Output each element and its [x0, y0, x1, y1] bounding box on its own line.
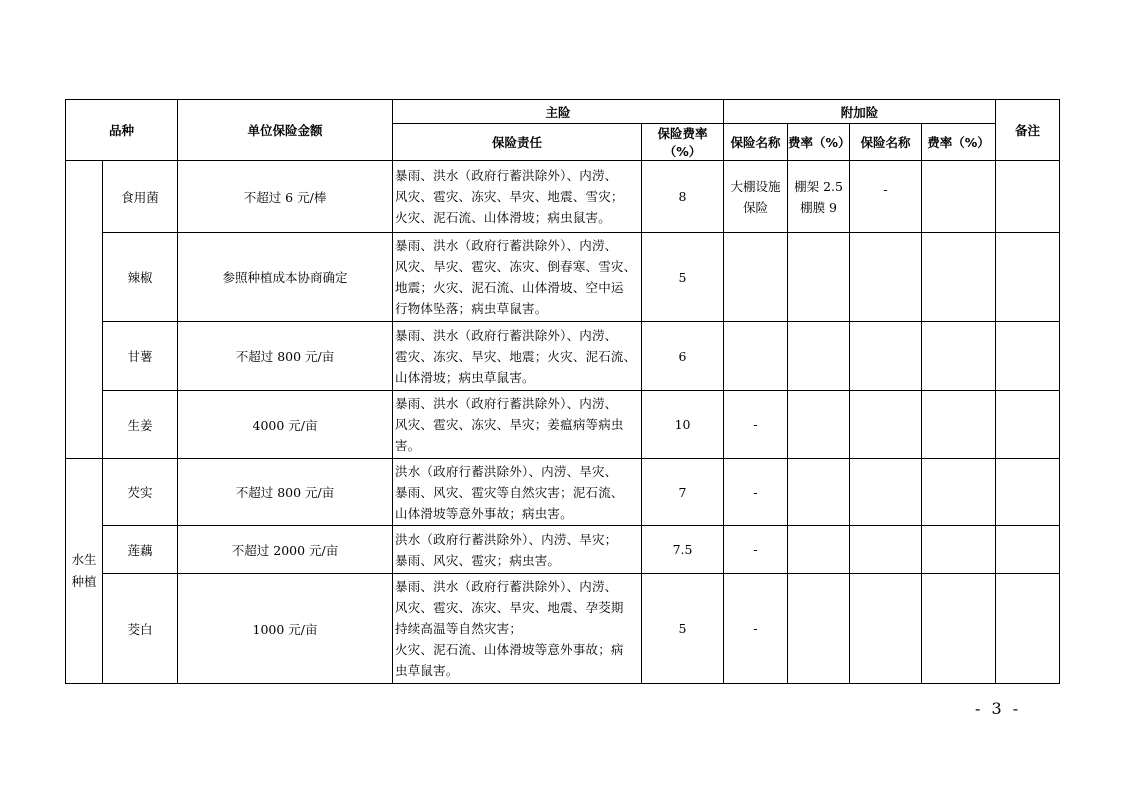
- addon-name-cell: [724, 322, 788, 391]
- liability-line: 洪水（政府行蓄洪除外）、内涝、旱灾；: [395, 531, 618, 547]
- variety-cell: 食用菌: [103, 161, 178, 233]
- amount-cell: 1000 元/亩: [178, 574, 393, 684]
- table-row: [66, 322, 1060, 391]
- variety-cell: 辣椒: [103, 233, 178, 322]
- liability-cell: [393, 391, 642, 459]
- remarks-cell: [996, 233, 1060, 322]
- header-main: 主险: [393, 100, 724, 124]
- rate-cell: 8: [642, 161, 724, 233]
- addon-name-line: 保险: [743, 199, 769, 215]
- liability-cell: [393, 526, 642, 574]
- addon-rate-line: 棚膜 9: [800, 199, 837, 215]
- liability-line: 风灾、雹灾、冻灾、旱灾、地震、孕茭期: [395, 600, 624, 615]
- liability-line: 火灾、泥石流、山体滑坡等意外事故；病: [395, 642, 624, 657]
- liability-line: 暴雨、洪水（政府行蓄洪除外）、内涝、: [395, 327, 618, 343]
- addon-rate-cell: [788, 459, 850, 526]
- liability-line: 风灾、雹灾、冻灾、旱灾、地震、雪灾；: [395, 189, 624, 204]
- addon-rate-2-cell: [922, 391, 996, 459]
- addon-rate-2-cell: [922, 574, 996, 684]
- remarks-cell: [996, 161, 1060, 233]
- addon-name-cell: [724, 459, 788, 526]
- variety-cell: 莲藕: [103, 526, 178, 574]
- addon-name-2-cell: [850, 391, 922, 459]
- page-number: - 3 -: [975, 699, 1022, 718]
- table-row: [66, 391, 1060, 459]
- liability-line: 行物体坠落；病虫草鼠害。: [395, 301, 548, 316]
- rate-cell: 7.5: [642, 526, 724, 574]
- header-addon-rate-1: 费率（%）: [788, 124, 850, 161]
- liability-line: 暴雨、风灾、雹灾等自然灾害；泥石流、: [395, 484, 624, 500]
- addon-name-2-cell: [850, 233, 922, 322]
- addon-rate-2-cell: [922, 459, 996, 526]
- liability-cell: [393, 459, 642, 526]
- liability-cell: [393, 574, 642, 684]
- header-variety: 品种: [66, 100, 178, 161]
- header-main-rate: 保险费率（%）: [642, 124, 724, 161]
- rate-cell: 7: [642, 459, 724, 526]
- remarks-cell: [996, 322, 1060, 391]
- liability-line: 暴雨、洪水（政府行蓄洪除外）、内涝、: [395, 579, 618, 594]
- remarks-cell: [996, 459, 1060, 526]
- liability-line: 暴雨、洪水（政府行蓄洪除外）、内涝、: [395, 168, 618, 183]
- addon-rate-2-cell: [922, 233, 996, 322]
- liability-line: 风灾、旱灾、雹灾、冻灾、倒春寒、雪灾、: [395, 259, 637, 274]
- variety-cell: 生姜: [103, 391, 178, 459]
- addon-rate-cell: [788, 322, 850, 391]
- addon-rate-cell: [788, 233, 850, 322]
- addon-rate-line: 棚架 2.5: [794, 178, 843, 194]
- liability-line: 风灾、雹灾、冻灾、旱灾；姜瘟病等病虫: [395, 417, 624, 432]
- liability-line: 持续高温等自然灾害；: [395, 621, 523, 636]
- remarks-cell: [996, 574, 1060, 684]
- variety-cell: 茭白: [103, 574, 178, 684]
- liability-cell: [393, 161, 642, 233]
- insurance-table: [65, 99, 1060, 684]
- addon-rate-cell: [788, 391, 850, 459]
- dash-mark: -: [883, 182, 888, 197]
- dash-mark: -: [753, 417, 758, 432]
- addon-name-2-cell: [850, 161, 922, 233]
- header-addon: 附加险: [724, 100, 996, 124]
- group-cell-blank: [66, 161, 103, 459]
- addon-rate-2-cell: [922, 322, 996, 391]
- liability-cell: [393, 322, 642, 391]
- liability-line: 洪水（政府行蓄洪除外）、内涝、旱灾、: [395, 463, 618, 479]
- rate-cell: 10: [642, 391, 724, 459]
- liability-line: 害。: [395, 438, 421, 453]
- liability-line: 山体滑坡等意外事故；病虫害。: [395, 505, 573, 521]
- liability-line: 虫草鼠害。: [395, 663, 459, 678]
- rate-cell: 6: [642, 322, 724, 391]
- rate-cell: 5: [642, 574, 724, 684]
- liability-cell: [393, 233, 642, 322]
- liability-line: 暴雨、风灾、雹灾；病虫害。: [395, 552, 561, 568]
- liability-line: 山体滑坡；病虫草鼠害。: [395, 369, 535, 385]
- addon-name-cell: [724, 233, 788, 322]
- addon-name-cell: [724, 526, 788, 574]
- dash-mark: -: [753, 621, 758, 636]
- header-addon-name-2: 保险名称: [850, 124, 922, 161]
- liability-line: 地震；火灾、泥石流、山体滑坡、空中运: [395, 280, 624, 295]
- header-remarks: 备注: [996, 100, 1060, 161]
- header-main-liability: 保险责任: [393, 124, 642, 161]
- table-row: [66, 161, 1060, 233]
- addon-name-line: 大棚设施: [730, 178, 781, 194]
- header-addon-name-1: 保险名称: [724, 124, 788, 161]
- addon-rate-cell: [788, 574, 850, 684]
- rate-cell: 5: [642, 233, 724, 322]
- liability-line: 雹灾、冻灾、旱灾、地震；火灾、泥石流、: [395, 348, 637, 364]
- addon-name-cell: [724, 574, 788, 684]
- table-row: [66, 526, 1060, 574]
- liability-line: 暴雨、洪水（政府行蓄洪除外）、内涝、: [395, 238, 618, 253]
- addon-name-cell: [724, 391, 788, 459]
- addon-name-2-cell: [850, 574, 922, 684]
- addon-rate-cell: [788, 526, 850, 574]
- amount-cell: 不超过 800 元/亩: [178, 322, 393, 391]
- dash-mark: -: [753, 484, 758, 500]
- variety-cell: 芡实: [103, 459, 178, 526]
- addon-rate-2-cell: [922, 526, 996, 574]
- amount-cell: 4000 元/亩: [178, 391, 393, 459]
- amount-cell: 不超过 2000 元/亩: [178, 526, 393, 574]
- group-cell-aquatic: 水生 种植: [66, 459, 103, 684]
- liability-line: 火灾、泥石流、山体滑坡；病虫鼠害。: [395, 210, 611, 225]
- variety-cell: 甘薯: [103, 322, 178, 391]
- addon-name-2-cell: [850, 526, 922, 574]
- addon-rate-cell: [788, 161, 850, 233]
- table-row: [66, 459, 1060, 526]
- amount-cell: 不超过 800 元/亩: [178, 459, 393, 526]
- dash-mark: -: [753, 542, 758, 557]
- addon-name-cell: [724, 161, 788, 233]
- amount-cell: 不超过 6 元/棒: [178, 161, 393, 233]
- amount-cell: 参照种植成本协商确定: [178, 233, 393, 322]
- addon-rate-2-cell: [922, 161, 996, 233]
- remarks-cell: [996, 391, 1060, 459]
- table-row: [66, 574, 1060, 684]
- addon-name-2-cell: [850, 322, 922, 391]
- addon-name-2-cell: [850, 459, 922, 526]
- liability-line: 暴雨、洪水（政府行蓄洪除外）、内涝、: [395, 396, 618, 411]
- table-row: [66, 233, 1060, 322]
- remarks-cell: [996, 526, 1060, 574]
- header-addon-rate-2: 费率（%）: [922, 124, 996, 161]
- header-unit-amount: 单位保险金额: [178, 100, 393, 161]
